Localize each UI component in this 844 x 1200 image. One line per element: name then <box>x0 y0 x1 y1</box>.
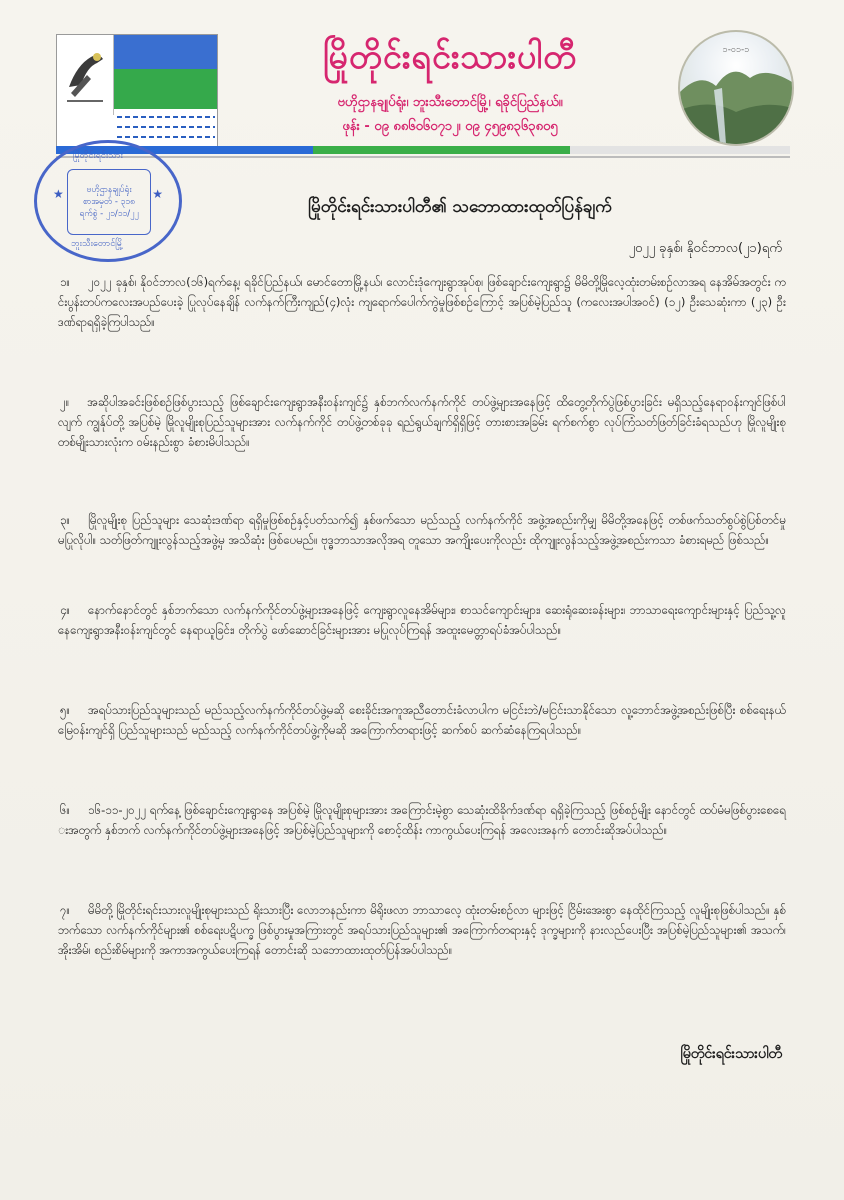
paragraph <box>58 800 786 840</box>
paragraph-number: ၄။ <box>60 603 71 617</box>
flag-emblem <box>57 35 114 115</box>
paragraph-number: ၃။ <box>60 513 71 527</box>
star-icon: ★ <box>152 187 163 201</box>
paragraph-text: နောက်နောင်တွင် နှစ်ဘက်သော လက်နက်ကိုင်တပ်ဖွဲ့များအနေဖြင့် ကျေးရွာလူနေအိမ်များ၊ စာသင်ကျောင်းများ၊ ဆေးရုံဆေးခန်းများ၊ ဘာသာရေးကျောင်းများနှင့် ပြည်သူ့လူနေကျေးရွာအနီးဝန်းကျင်တွင် နေရာယူခြင်း၊ တိုက်ပွဲ ဖော်ဆောင်ခြင်းများအား မပြုလုပ်ကြရန် အထူးမေတ္တာရပ်ခံအပ်ပါသည်။ <box>58 603 786 637</box>
paragraph <box>58 600 786 640</box>
statement-date: ၂၀၂၂ ခုနှစ်၊ နိုဝင်ဘာလ(၂၁)ရက် <box>628 241 782 256</box>
paragraph-text: မြိုလူမျိုးစု ပြည်သူများ သေဆုံးဒဏ်ရာ ရရှိမှုဖြစ်စဉ်နှင့်ပတ်သက်၍ နှစ်ဖက်သော မည်သည့် လက်နက်ကိုင် အဖွဲ့အစည်းကိုမျှ မိမိတို့အနေဖြင့် တစ်ဖက်သတ်စွပ်စွဲပြစ်တင်မှု မပြုလိုပါ။ သတ်ဖြတ်ကျူးလွန်သည့်အဖွဲ့မှ အသိဆုံး ဖြစ်ပေမည်။ ဗုဒ္ဓဘာသာအလိုအရ တူသော အကျိုးပေးကိုလည်း ထိုကျူးလွန်သည့်အဖွဲ့အစည်းကသာ ခံစားရမည် ဖြစ်သည်။ <box>58 513 786 547</box>
stamp-ring-bottom: ဘူးသီးတောင်မြို့ <box>71 239 124 249</box>
paragraph <box>58 392 786 452</box>
paragraph <box>58 700 786 740</box>
stamp-line-letter-no: စာအမှတ် - ၃၁၈ <box>82 197 136 207</box>
party-phone: ဖုန်း - ၀၉ ၈၈၆၀၆၀၇၁၂၊ ၀၉ ၄၅၉၈၃၆၃၈၀၅ <box>342 119 558 134</box>
party-flag-logo <box>56 34 218 148</box>
stamp-line-office: ဗဟိုဌာနချုပ်ရုံး <box>86 185 132 195</box>
mountain-landscape-icon <box>680 32 792 144</box>
paragraph-number: ၇။ <box>60 903 71 917</box>
statement-title: မြိုတိုင်းရင်းသားပါတီ၏ သဘောထားထုတ်ပြန်ချက် <box>308 197 612 217</box>
paragraph <box>58 510 786 550</box>
star-icon: ★ <box>53 187 64 201</box>
paragraph <box>58 900 786 960</box>
party-name-title: မြိုတိုင်းရင်းသားပါတီ <box>322 37 578 77</box>
office-stamp <box>34 140 182 262</box>
paragraph-text: အဆိုပါအခင်းဖြစ်စဉ်ဖြစ်ပွားသည့် ဖြစ်ချောင်းကျေးရွာအနီးဝန်းကျင်၌ နှစ်ဘက်လက်နက်ကိုင် တပ်ဖွဲ့များအနေဖြင့် ထိတွေ့တိုက်ပွဲဖြစ်ပွားခြင်း မရှိသည့်နေရာဝန်းကျင်ဖြစ်ပါလျက် ကျွန်ုပ်တို့ အပြစ်မဲ့ မြိုလူမျိုးစုပြည်သူများအား လက်နက်ကိုင် တပ်ဖွဲ့တစ်ခုခု ရည်ရွယ်ချက်ရှိရှိဖြင့် တားစားအခြမ်း ရက်စက်စွာ လုပ်ကြံသတ်ဖြတ်ခြင်းခံရသည်ဟု မြိုလူမျိုးစု တစ်မျိုးသားလုံးက ဝမ်းနည်းစွာ ခံစားမိပါသည်။ <box>58 395 786 449</box>
svg-text:၁-၀၁-၁: ၁-၀၁-၁ <box>722 45 750 55</box>
paragraph-number: ၅။ <box>60 703 71 717</box>
header-divider <box>56 146 790 154</box>
stamp-line-date: ရက်စွဲ - ၂၁/၁၁/၂၂ <box>79 209 139 219</box>
paragraph-text: ၂၀၂၂ ခုနှစ်၊ နိုဝင်ဘာလ(၁၆)ရက်နေ့၊ ရခိုင်ပြည်နယ်၊ မောင်တောမြို့နယ်၊ လောင်းဒုံကျေးရွာအုပ်စု၊ ဖြစ်ချောင်းကျေးရွာ၌ မိမိတို့မြိုလေ့ထုံးတမ်းစဉ်လာအရ နေအိမ်အတွင်း ကင်းပွန်းတပ်ကလေးအပည်ပေးခဲ့ ပြုလုပ်နေချိန် လက်နက်ကြီးကျည်(၄)လုံး ကျရောက်ပေါက်ကွဲမှုဖြစ်စဉ်ကြောင့် အပြစ်မဲ့ပြည်သူ (ကလေးအပါအဝင်) (၁၂) ဦးသေဆုံးကာ (၂၃) ဦး ဒဏ်ရာရရှိခဲ့ကြပါသည်။ <box>58 275 786 329</box>
stamp-ring-top: မြိုတိုင်းရင်းသား <box>73 151 123 161</box>
signature-party-name: မြိုတိုင်းရင်းသားပါတီ <box>680 1046 782 1062</box>
hornbill-icon <box>57 35 113 115</box>
paragraph-text: အရပ်သားပြည်သူများသည် မည်သည့်လက်နက်ကိုင်တပ်ဖွဲ့မဆို စေးခိုင်းအကူအညီတောင်းခံလာပါက မငြင်းဘဲ/မငြင်းသာနိုင်သော လူ့ဘောင်အဖွဲ့အစည်းဖြစ်ပြီး စစ်ရေးနယ်မြေဝန်းကျင်ရှိ ပြည်သူများသည် မည်သည့် လက်နက်ကိုင်တပ်ဖွဲ့ကိုမဆို အကြောက်တရားဖြင့် ဆက်စပ် ဆက်ဆံနေကြရပါသည်။ <box>58 703 786 737</box>
party-round-seal-logo <box>678 30 794 146</box>
paragraph <box>58 272 786 332</box>
paragraph-number: ၆။ <box>60 803 71 817</box>
header-divider-thin <box>56 156 790 158</box>
paragraph-number: ၁။ <box>60 275 71 289</box>
paragraph-text: ၁၆-၁၁-၂၀၂၂ ရက်နေ့ ဖြစ်ချောင်းကျေးရွာနေ အပြစ်မဲ့ မြိုလူမျိုးစုများအား အကြောင်းမဲ့စွာ သေဆုံးထိခိုက်ဒဏ်ရာ ရရှိခဲ့ကြသည့် ဖြစ်စဉ်မျိုး နောင်တွင် ထပ်မံမဖြစ်ပွားစေရေးအတွက် နှစ်ဘက် လက်နက်ကိုင်တပ်ဖွဲ့များအနေဖြင့် အပြစ်မဲ့ပြည်သူများကို စောင့်ထိန်း ကာကွယ်ပေးကြရန် အလေးအနက် တောင်းဆိုအပ်ပါသည်။ <box>58 803 786 837</box>
party-address: ဗဟိုဌာနချုပ်ရုံး၊ ဘူးသီးတောင်မြို့၊ ရခိုင်ပြည်နယ်။ <box>337 95 563 110</box>
paragraph-text: မိမိတို့ မြိုတိုင်းရင်းသားလူမျိုးစုများသည် ရိုးသားပြီး လောဘနည်းကာ မိရိုးဖလာ ဘာသာလေ့ ထုံးတမ်းစဉ်လာ များဖြင့် ငြိမ်းအေးစွာ နေထိုင်ကြသည့် လူမျိုးစုဖြစ်ပါသည်။ နှစ်ဘက်သော လက်နက်ကိုင်များ၏ စစ်ရေးပဋိပက္ခ ဖြစ်ပွားမှုအကြားတွင် အရပ်သားပြည်သူများ၏ အကြောက်တရားနှင့် ဒုက္ခများကို နားလည်ပေးပြီး အပြစ်မဲ့ပြည်သူများ၏ အသက်၊ အိုးအိမ်၊ စည်းစိမ်များကို အကာအကွယ်ပေးကြရန် တောင်းဆို သဘောထားထုတ်ပြန်အပ်ပါသည်။ <box>58 903 786 957</box>
water-waves-icon <box>115 109 217 147</box>
stamp-inner-box <box>67 169 151 235</box>
paragraph-number: ၂။ <box>60 395 70 409</box>
